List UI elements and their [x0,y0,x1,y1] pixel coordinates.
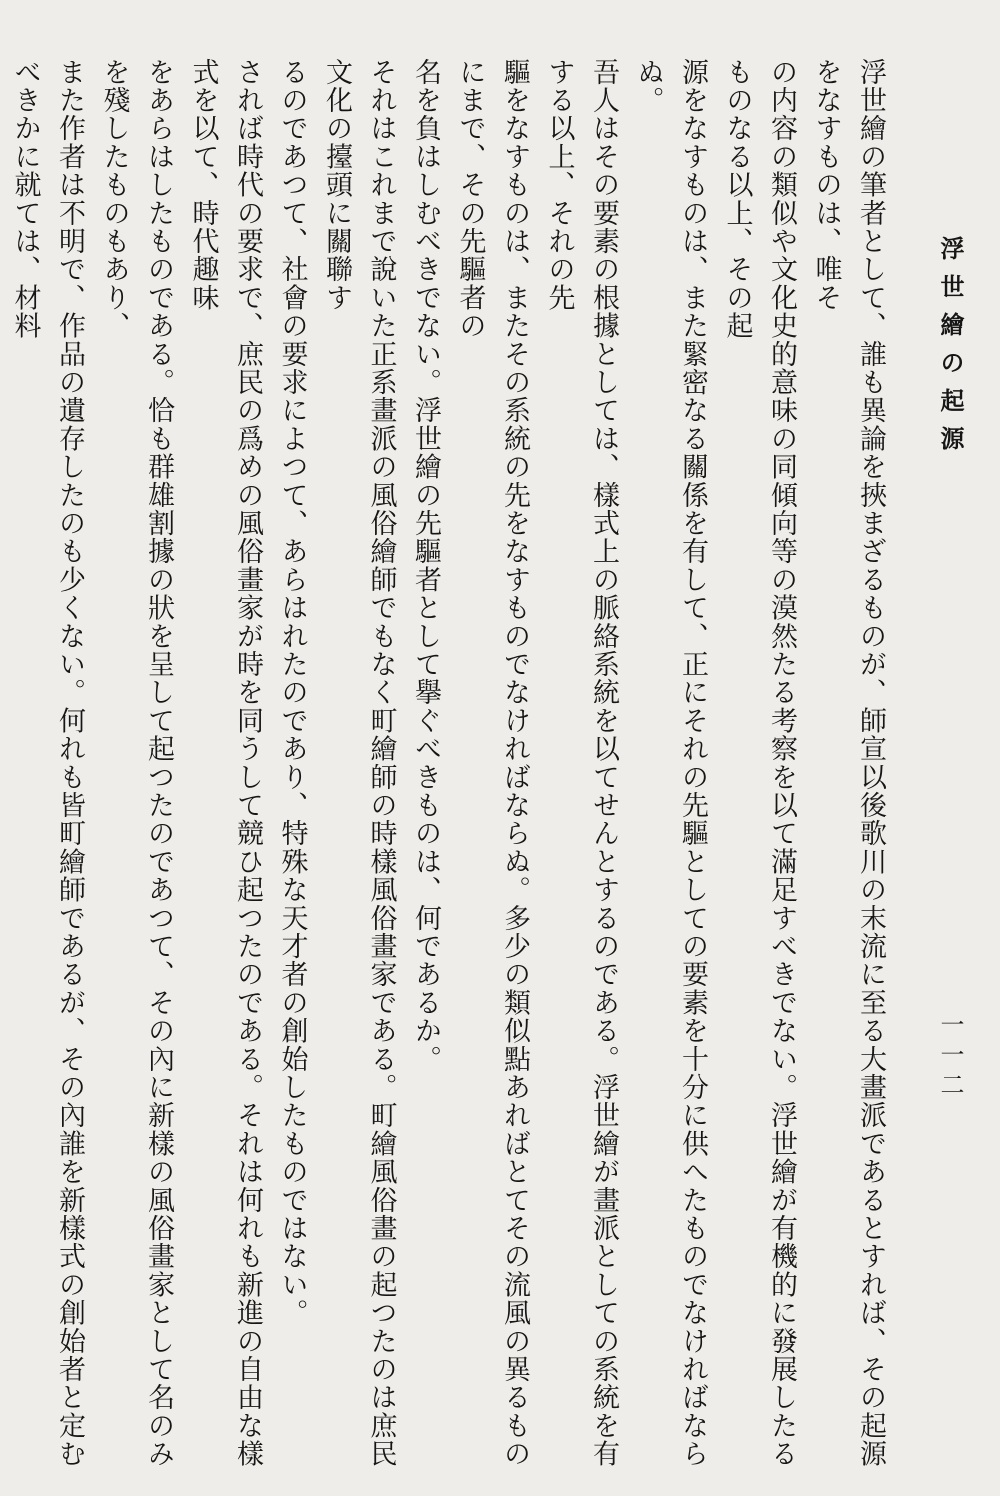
text-column: されば時代の要求で、庶民の爲めの風俗畫家が時を同うして競ひ起つたのである。それは何れも新進の自由な樣式を以て、時代趣味 [187,58,263,1468]
text-column: 吾人はその要素の根據としては、樣式上の脈絡系統を以てせんとするのである。浮世繪が畫派としての系統を有する以上、それの先 [543,58,619,1468]
text-column [0,58,2,1478]
running-head: 浮世繪の起源 [936,236,965,464]
text-column: 源をなすものは、また緊密なる關係を有して、正にそれの先驅としての要素を十分に供へたものでなければならぬ。 [632,58,708,1468]
text-column: 名を負はしむべきでない。浮世繪の先驅者として擧ぐべきものは、何であるか。 [410,58,441,1074]
text-column: それはこれまで說いた正系畫派の風俗繪師でもなく町繪師の時樣風俗畫家である。町繪風俗畫の起つたのは庶民文化の擡頭に關聯す [321,58,397,1468]
page-number: 一一二 [936,1012,964,1102]
text-column: るのであつて、社會の要求によつて、あらはれたのであり、特殊な天才者の創始したものではない。 [276,58,308,1327]
text-column: また作者は不明で、作品の遺存したのも少くない。何れも皆町繪師であるが、その內誰を新樣式の創始者と定むべきかに就ては、材料 [9,58,85,1468]
body-text [9,58,892,1478]
text-column: 浮世繪の筆者として、誰も異論を挾まざるものが、師宣以後歌川の末流に至る大畫派であるとすれば、その起源をなすものは、唯そ [810,58,886,1468]
text-column: 驅をなすものは、またその系統の先をなすものでなければならぬ。多少の類似點あればとてその流風の異るものにまで、その先驅者の [454,58,530,1468]
text-column: の内容の類似や文化史的意味の同傾向等の漠然たる考察を以て滿足すべきでない。浮世繪が有機的に發展したるものなる以上、その起 [721,58,797,1468]
text-column: をあらはしたものである。恰も群雄割據の狀を呈して起つたのであつて、その內に新樣の風俗畫家として名のみを殘したものもあり、 [98,58,174,1468]
